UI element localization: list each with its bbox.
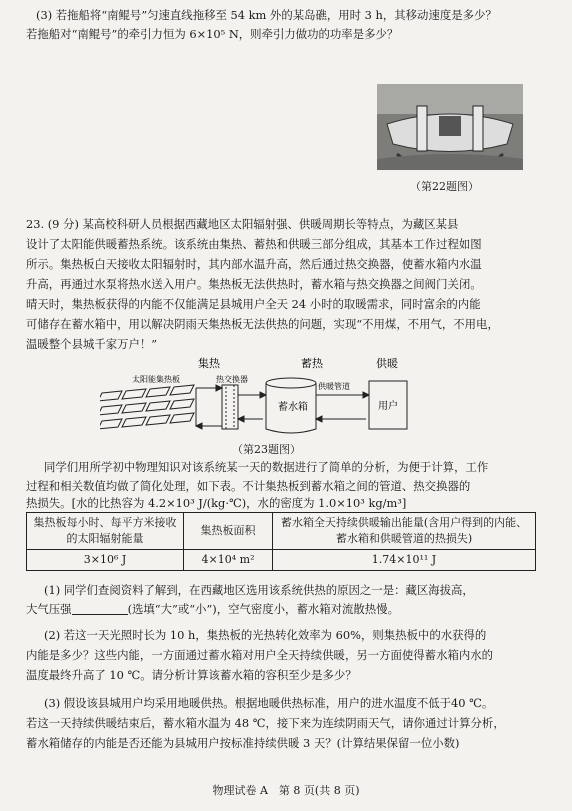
q23-line-7: 温暖整个县城千家万户！”	[26, 337, 158, 351]
solar-panel-array	[100, 385, 194, 429]
table-header-row	[27, 513, 536, 550]
page-footer: 物理试卷 A 第 8 页(共 8 页)	[212, 784, 360, 797]
panel-label: 太阳能集热板	[132, 375, 180, 384]
exchanger-label: 热交换器	[216, 375, 248, 384]
q22-part3-line1: (3) 若拖船将“南鲲号”匀速直线拖移至 54 km 外的某岛礁，用时 3 h，其移动速度是多少？	[36, 8, 497, 22]
q23-line-6: 可储存在蓄水箱中，用以解决阴雨天集热板无法供热的问题，实现“不用煤，不用气，不用电，	[26, 317, 499, 331]
q23-line-5: 晴天时，集热板获得的内能不仅能满足县城用户全天 24 小时的取暖需求，同时富余的内能	[26, 297, 481, 311]
fig22-caption: （第22题图）	[410, 180, 479, 193]
pipe-label: 供暖管道	[318, 382, 350, 391]
sub3-line-1: (3) 假设该县城用户均采用地暖供热。根据地暖供热标准，用户的进水温度不低于40 ℃。	[44, 696, 494, 710]
section-collect-label: 集热	[198, 357, 220, 370]
q22-part3-line2: 若拖船对“南鲲号”的牵引力恒为 6×10⁵ N，则牵引力做功的功率是多少？	[26, 27, 399, 41]
intro-line-2: 过程和相关数值均做了简化处理，如下表。不计集热板到蓄水箱之间的管道、热交换器的	[26, 479, 471, 493]
sub1-line-2-prefix: 大气压强	[26, 602, 72, 616]
intro-line-1: 同学们用所学初中物理知识对该系统某一天的数据进行了简单的分析，为便于计算，工作	[44, 460, 489, 474]
header-area: 集热板面积	[184, 513, 273, 550]
sub1-line-2-suffix: (选填“大”或“小”)，空气密度小，蓄水箱对流散热慢。	[127, 602, 399, 616]
q23-line-2: 设计了太阳能供暖蓄热系统。该系统由集热、蓄热和供暖三部分组成，其基本工作过程如图	[26, 237, 482, 251]
sub3-line-2: 若这一天持续供暖结束后，蓄水箱水温为 48 ℃，接下来为连续阴雨天气，请你通过计算分析，	[26, 716, 505, 730]
ship-photo	[377, 84, 523, 170]
sub2-line-3: 温度最终升高了 10 ℃。请分析计算该蓄水箱的容积至少是多少？	[26, 668, 357, 682]
solar-heating-diagram	[100, 355, 430, 437]
section-supply-label: 供暖	[376, 357, 398, 370]
sub2-line-2: 内能是多少？这些内能，一方面通过蓄水箱对用户全天持续供暖，另一方面使得蓄水箱内水的	[26, 648, 494, 662]
sub2-line-1: (2) 若这一天光照时长为 10 h，集热板的光热转化效率为 60%，则集热板中的水获得的	[44, 628, 487, 642]
fig23-caption: （第23题图）	[232, 443, 301, 456]
section-store-label: 蓄热	[301, 357, 323, 370]
header-radiation: 集热板每小时、每平方米接收的太阳辐射能量	[27, 513, 184, 550]
q23-line-4: 升高，再通过水泵将热水送入用户。集热板无法供热时，蓄水箱与热交换器之间阀门关闭。	[26, 277, 482, 291]
q23-line-1: 23. (9 分) 某高校科研人员根据西藏地区太阳辐射强、供暖周期长等特点，为藏区某县	[26, 217, 459, 231]
sub3-line-3: 蓄水箱储存的内能是否还能为县城用户按标准持续供暖 3 天？(计算结果保留一位小数)	[26, 736, 460, 750]
heat-exchanger	[222, 385, 238, 429]
sub1-line-1: (1) 同学们查阅资料了解到，在西藏地区选用该系统供热的原因之一是：藏区海拔高，	[44, 583, 474, 597]
value-output: 1.74×10¹¹ J	[273, 550, 536, 571]
intro-line-3: 热损失。[水的比热容为 4.2×10³ J/(kg·℃)，水的密度为 1.0×10³ kg/m³]	[26, 496, 407, 510]
value-area: 4×10⁴ m²	[184, 550, 273, 571]
data-table	[26, 512, 536, 571]
answer-blank[interactable]	[72, 602, 128, 615]
table-row	[27, 550, 536, 571]
value-radiation: 3×10⁶ J	[27, 550, 184, 571]
sub1-line-2	[26, 600, 399, 619]
tank-label: 蓄水箱	[278, 402, 308, 413]
q23-line-3: 所示。集热板白天接收太阳辐射时，其内部水温升高，然后通过热交换器，使蓄水箱内水温	[26, 257, 482, 271]
header-output: 蓄水箱全天持续供暖输出能量(含用户得到的内能、蓄水箱和供暖管道的热损失)	[273, 513, 536, 550]
user-label: 用户	[378, 401, 398, 412]
